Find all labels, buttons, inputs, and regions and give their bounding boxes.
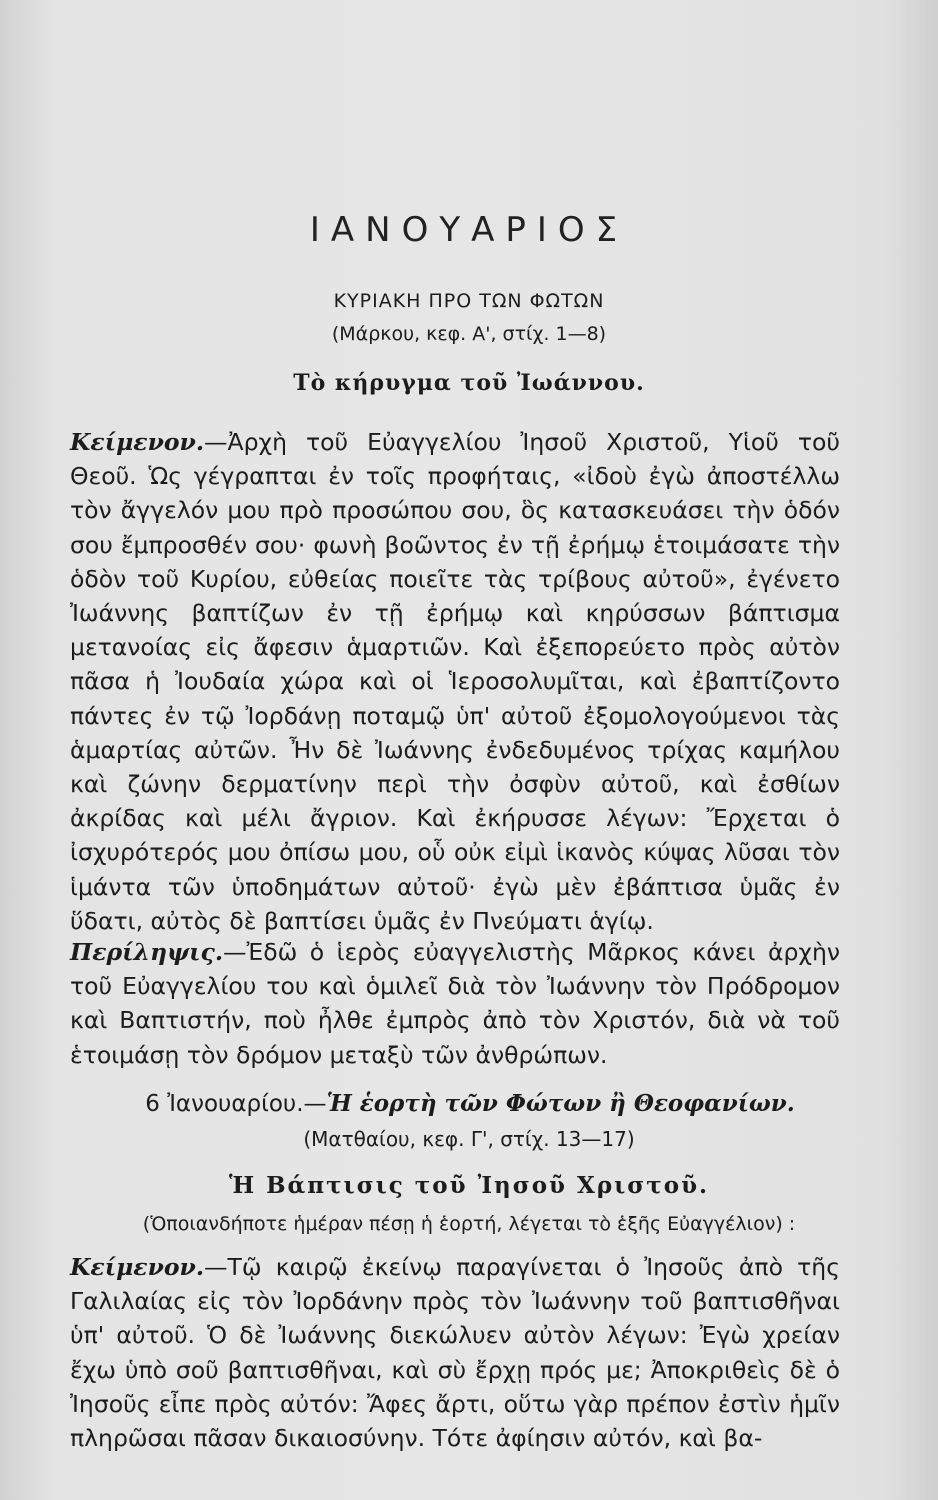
feast-name: Ἡ ἑορτὴ τῶν Φώτων ἢ Θεοφανίων. — [326, 1090, 795, 1117]
paragraph-text: —Τῷ καιρῷ ἐκείνῳ παραγίνεται ὁ Ἰησοῦς ἀπὸ τῆς Γαλιλαίας εἰς τὸν Ἰορδάνην πρὸς τὸν Ἰωάννην τοῦ βαπτισθῆναι ὑπ' αὐτοῦ. Ὁ δὲ Ἰωάννης διεκώλυεν αὐτὸν λέγων: Ἐγὼ χρείαν ἔχω ὑπὸ σοῦ βαπτισθῆναι, καὶ σὺ ἔρχῃ πρός με; Ἀποκριθεὶς δὲ ὁ Ἰησοῦς εἶπε πρὸς αὐτόν: Ἄφες ἄρτι, οὕτω γὰρ πρέπον ἐστὶν ἡμῖν πληρῶσαι πᾶσαν δικαιοσύνην. Τότε ἀφίησιν αὐτόν, καὶ βα- — [70, 1253, 840, 1453]
paragraph-label: Περίληψις. — [70, 938, 224, 966]
sunday-subtitle: ΚΥΡΙΑΚΗ ΠΡΟ ΤΩΝ ΦΩΤΩΝ — [333, 290, 605, 312]
paragraph-label: Κείμενον. — [70, 428, 205, 456]
section-heading: Τὸ κήρυγμα τοῦ Ἰωάννου. — [293, 370, 645, 396]
feast-date: 6 Ἰανουαρίου.— — [145, 1091, 327, 1117]
paragraph-label: Κείμενον. — [70, 1253, 205, 1281]
reading-note: (Ὁποιανδήποτε ἡμέραν πέσῃ ἡ ἑορτή, λέγεται τὸ ἑξῆς Εὐαγγέλιον) : — [142, 1213, 796, 1235]
text-paragraph — [70, 1250, 840, 1455]
scripture-reference: (Ματθαίου, κεφ. Γ', στίχ. 13—17) — [303, 1127, 635, 1151]
text-paragraph — [70, 425, 840, 938]
feast-title — [70, 1090, 870, 1117]
page-title: ΙΑΝΟΥΑΡΙΟΣ — [309, 210, 629, 250]
paragraph-text: —Ἐδῶ ὁ ἱερὸς εὐαγγελιστὴς Μᾶρκος κάνει ἀρχὴν τοῦ Εὐαγγελίου του καὶ ὁμιλεῖ διὰ τὸν Ἰωάννην τὸν Πρόδρομον καὶ Βαπτιστήν, ποὺ ἦλθε ἐμπρὸς ἀπὸ τὸν Χριστόν, διὰ νὰ τοῦ ἑτοιμάσῃ τὸν δρόμον μεταξὺ τῶν ἀνθρώπων. — [70, 938, 840, 1069]
summary-paragraph — [70, 935, 840, 1072]
section-heading: Ἡ Βάπτισις τοῦ Ἰησοῦ Χριστοῦ. — [228, 1172, 710, 1199]
scripture-reference: (Μάρκου, κεφ. Α', στίχ. 1—8) — [331, 323, 607, 345]
paragraph-text: —Ἀρχὴ τοῦ Εὐαγγελίου Ἰησοῦ Χριστοῦ, Υἱοῦ τοῦ Θεοῦ. Ὡς γέγραπται ἐν τοῖς προφήταις, «ἰδοὺ ἐγὼ ἀποστέλλω τὸν ἄγγελόν μου πρὸ προσώπου σου, ὃς κατασκευάσει τὴν ὁδόν σου ἔμπροσθέν σου· φωνὴ βοῶντος ἐν τῇ ἐρήμῳ ἑτοιμάσατε τὴν ὁδὸν τοῦ Κυρίου, εὐθείας ποιεῖτε τὰς τρίβους αὐτοῦ», ἐγένετο Ἰωάννης βαπτίζων ἐν τῇ ἐρήμῳ καὶ κηρύσσων βάπτισμα μετανοίας εἰς ἄφεσιν ἁμαρτιῶν. Καὶ ἐξεπορεύετο πρὸς αὐτὸν πᾶσα ἡ Ἰουδαία χώρα καὶ οἱ Ἱεροσολυμῖται, καὶ ἐβαπτίζοντο πάντες ἐν τῷ Ἰορδάνῃ ποταμῷ ὑπ' αὐτοῦ ἐξομολογούμενοι τὰς ἁμαρτίας αὐτῶν. Ἦν δὲ Ἰωάννης ἐνδεδυμένος τρίχας καμήλου καὶ ζώνην δερματίνην περὶ τὴν ὀσφὺν αὐτοῦ, καὶ ἐσθίων ἀκρίδας καὶ μέλι ἄγριον. Καὶ ἐκήρυσσε λέγων: Ἔρχεται ὁ ἰσχυρότερός μου ὀπίσω μου, οὗ οὐκ εἰμὶ ἱκανὸς κύψας λῦσαι τὸν ἱμάντα τῶν ὑποδημάτων αὐτοῦ· ἐγὼ μὲν ἐβάπτισα ὑμᾶς ἐν ὕδατι, αὐτὸς δὲ βαπτίσει ὑμᾶς ἐν Πνεύματι ἁγίῳ. — [70, 428, 840, 935]
